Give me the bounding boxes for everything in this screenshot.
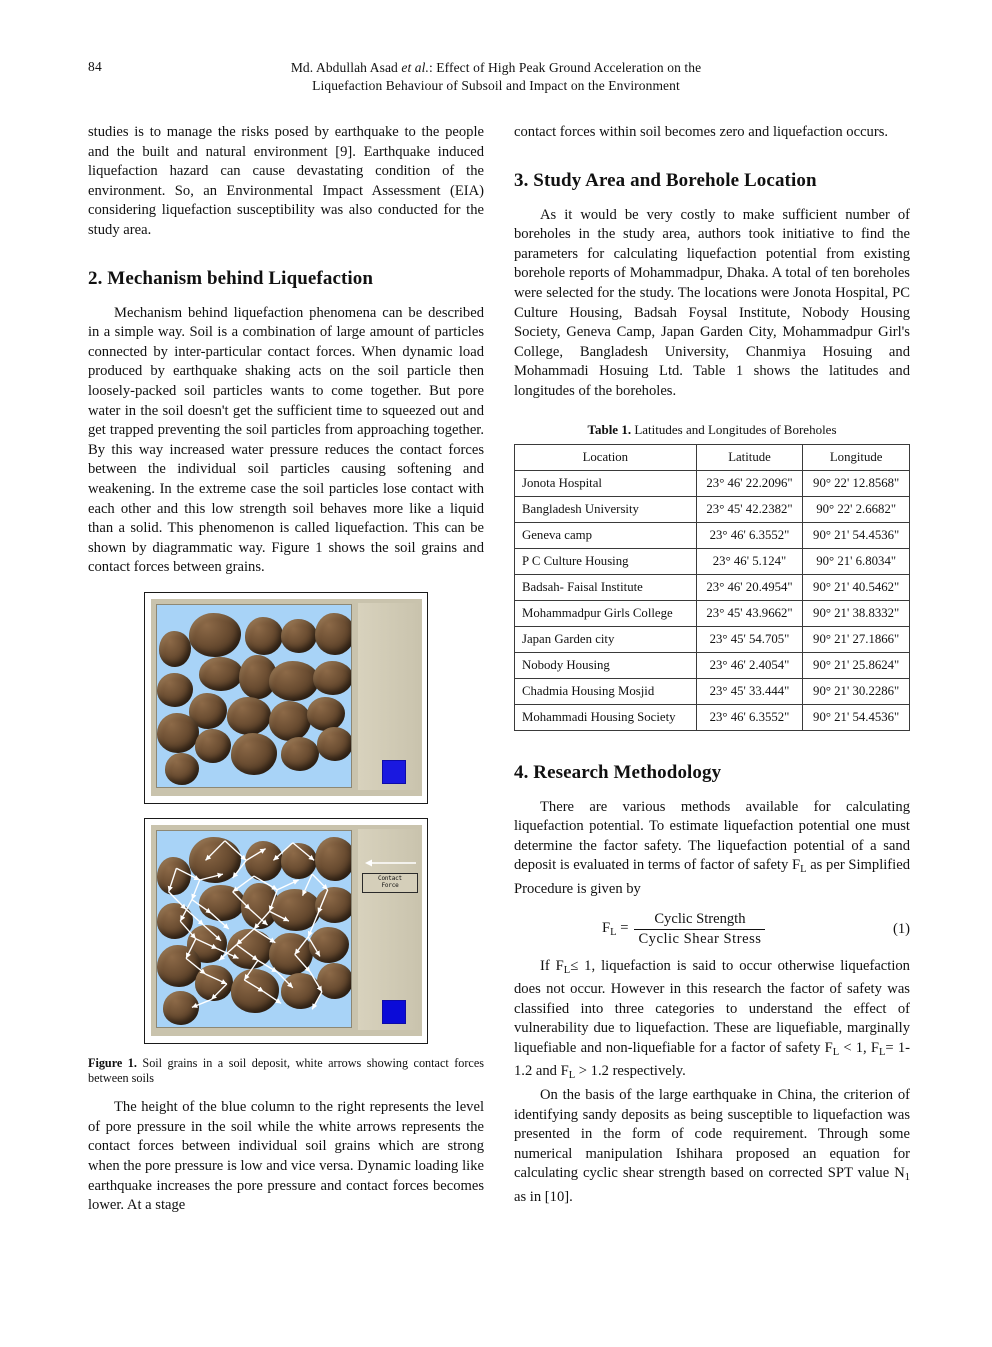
page-number: 84 — [88, 59, 102, 74]
section-heading-4: 4. Research Methodology — [514, 761, 722, 783]
left-continued-paragraph: studies is to manage the risks posed by earthquake to the people and the built and natural environment [9]. Earthquake induced liquefaction hazard can cause devastating condition of the environment. So, an Environmental Impact Assessment (EIA) considering liquefaction susceptibility was also conducted for the study area. — [88, 124, 484, 238]
last-paragraph-tail: as in [10]. — [514, 1189, 573, 1206]
fos-sub-3: L — [879, 1046, 886, 1058]
cell-latitude: 23° 45' 33.444" — [696, 678, 803, 704]
soil-grain — [165, 753, 199, 785]
cell-location: Nobody Housing — [515, 652, 697, 678]
running-head — [88, 55, 904, 101]
table-row — [515, 574, 910, 600]
table-row — [515, 626, 910, 652]
fos-sub-2: L — [832, 1046, 840, 1058]
fos-text-2: ≤ 1, liquefaction is said to occur otherwise liquefaction does not occur. However in this research the factor of safety was classified into three categories to understand the effect of vulnerability due to liquefaction. These are liquefiable, marginally liquefiable and non-liquefiable for a factor of safety F — [514, 957, 910, 1056]
cell-latitude: 23° 45' 43.9662" — [696, 600, 803, 626]
table-row — [515, 600, 910, 626]
soil-grain — [281, 619, 317, 653]
cell-longitude: 90° 21' 30.2286" — [803, 678, 910, 704]
table-header-row — [515, 444, 910, 470]
cell-longitude: 90° 21' 38.8332" — [803, 600, 910, 626]
column-header-longitude: Longitude — [803, 444, 910, 470]
cell-location: P C Culture Housing — [515, 548, 697, 574]
figure-1-caption-label: Figure 1. — [88, 1055, 137, 1070]
cell-location: Mohammadpur Girls College — [515, 600, 697, 626]
figure-1-panel-b — [144, 818, 428, 1044]
equation-1 — [514, 911, 910, 948]
cell-longitude: 90° 22' 2.6682" — [803, 496, 910, 522]
table-row — [515, 522, 910, 548]
soil-grain — [315, 613, 352, 655]
cell-location: Badsah- Faisal Institute — [515, 574, 697, 600]
equation-lhs — [602, 920, 628, 938]
last-paragraph-text: On the basis of the large earthquake in China, the criterion of identifying sandy deposits as being susceptible to liquefaction was presented in the form of code requirement. Through some numerical manipulation Ishihara proposed an equation for calculating cyclic shear strength based on corrected SPT value N — [514, 1087, 910, 1182]
table-row — [515, 652, 910, 678]
running-head-title-part: : Effect of High Peak Ground Acceleration on the — [428, 60, 702, 75]
equation-denominator: Cyclic Shear Stress — [634, 929, 765, 948]
soil-grain — [189, 613, 241, 657]
soil-grain — [307, 697, 345, 731]
last-paragraph — [514, 1086, 910, 1208]
running-head-line-1 — [88, 59, 904, 77]
water-pool-b — [156, 830, 352, 1028]
figure-1 — [88, 592, 484, 1086]
soil-grain — [227, 697, 271, 735]
cell-longitude: 90° 21' 54.4536" — [803, 704, 910, 730]
right-column — [514, 123, 910, 1216]
equation-lhs-symbol: F — [602, 920, 611, 936]
equation-number: (1) — [892, 920, 910, 937]
section-4-subscript: L — [800, 864, 807, 876]
cell-location: Mohammadi Housing Society — [515, 704, 697, 730]
cell-latitude: 23° 46' 2.4054" — [696, 652, 803, 678]
right-continued-paragraph: contact forces within soil becomes zero and liquefaction occurs. — [514, 124, 889, 140]
contact-force-label-line-2: Force — [381, 882, 399, 890]
cell-location: Chadmia Housing Mosjid — [515, 678, 697, 704]
cell-latitude: 23° 46' 5.124" — [696, 548, 803, 574]
cell-location: Japan Garden city — [515, 626, 697, 652]
soil-grain — [317, 727, 352, 761]
equation-lhs-subscript: L — [610, 927, 617, 938]
figure-1-caption — [88, 1056, 484, 1086]
section-4-paragraph — [514, 798, 910, 900]
equation-fraction — [634, 911, 765, 948]
cell-latitude: 23° 46' 20.4954" — [696, 574, 803, 600]
section-4-text-tail: as per Simplified Procedure is given by — [514, 857, 910, 897]
table-row — [515, 548, 910, 574]
cell-latitude: 23° 45' 54.705" — [696, 626, 803, 652]
contact-force-arrows — [157, 831, 351, 1027]
pore-pressure-column-a — [382, 760, 406, 784]
column-header-latitude: Latitude — [696, 444, 803, 470]
equation-numerator: Cyclic Strength — [654, 910, 746, 927]
soil-grain — [269, 701, 311, 741]
cell-location: Geneva camp — [515, 522, 697, 548]
soil-grain — [195, 729, 231, 763]
table-1-caption-label: Table 1. — [587, 421, 632, 437]
section-heading-3: 3. Study Area and Borehole Location — [514, 169, 817, 191]
cell-longitude: 90° 21' 54.4536" — [803, 522, 910, 548]
fos-sub-4: L — [568, 1070, 576, 1082]
cell-latitude: 23° 45' 42.2382" — [696, 496, 803, 522]
figure-1-panel-a — [144, 592, 428, 804]
cell-longitude: 90° 21' 6.8034" — [803, 548, 910, 574]
running-head-line-2: Liquefaction Behaviour of Subsoil and Impact on the Environment — [312, 78, 680, 93]
cell-longitude: 90° 22' 12.8568" — [803, 470, 910, 496]
soil-grain — [245, 617, 283, 655]
table-1-caption — [514, 422, 910, 438]
table-row — [515, 496, 910, 522]
table-row — [515, 470, 910, 496]
soil-deposit-scene-b — [151, 825, 422, 1036]
cell-location: Jonota Hospital — [515, 470, 697, 496]
fos-text-4: = 1-1.2 and F — [514, 1039, 910, 1080]
table-row — [515, 678, 910, 704]
contact-force-legend-label — [362, 873, 418, 893]
soil-grain — [157, 713, 199, 753]
cell-latitude: 23° 46' 6.3552" — [696, 704, 803, 730]
section-4-text: There are various methods available for calculating liquefaction potential. To estimate liquefaction potential one must determine the factor safety. The liquefaction potential of a sand deposit is evaluated in terms of factor of safety F — [514, 798, 910, 874]
pore-pressure-column-b — [382, 1000, 406, 1024]
section-2-paragraph: Mechanism behind liquefaction phenomena can be described in a simple way. Soil is a combination of large amount of particles connected by inter-particular contact forces. When dynamic load produced by earthquake shaking acts on the soil particle then loosely-packed soil particles wants to come together. But pore water in the soil doesn't get the sufficient time to squeezed out and get trapped preventing the soil particles from approaching together. By this way increased water pressure reduces the contact forces between the individual soil particles causing softening and weakening. In the extreme case the soil particles lose contact with each other and this low strength soil behaves more like a liquid than a solid. This phenomenon is called liquefaction. This can be shown by diagrammatic way. Figure 1 shows the soil grains and contact forces between grains. — [88, 304, 484, 576]
equation-equals-sign: = — [616, 920, 629, 936]
soil-deposit-scene-a — [151, 599, 422, 796]
paragraph-after-equation — [514, 957, 910, 1087]
table-1-caption-text: Latitudes and Longitudes of Boreholes — [631, 421, 837, 437]
soil-grain — [199, 657, 243, 691]
fos-text-5: > 1.2 respectively. — [575, 1063, 686, 1080]
soil-grain — [281, 737, 319, 771]
left-column — [88, 123, 484, 1216]
water-pool-a — [156, 604, 352, 788]
cell-latitude: 23° 46' 22.2096" — [696, 470, 803, 496]
cell-longitude: 90° 21' 25.8624" — [803, 652, 910, 678]
two-column-layout — [88, 123, 910, 1216]
after-figure-paragraph: The height of the blue column to the right represents the level of pore pressure in the soil while the white arrows represents the contact forces between individual soil grains which are strong when the pore pressure is low and vice versa. Dynamic loading like earthquake increases the pore pressure and contact forces becomes lower. At a stage — [88, 1099, 484, 1214]
running-head-etal: et al. — [401, 60, 429, 75]
cell-longitude: 90° 21' 40.5462" — [803, 574, 910, 600]
fos-text-1: If F — [540, 957, 564, 974]
soil-grain — [231, 733, 277, 775]
section-3-paragraph: As it would be very costly to make sufficient number of boreholes in the study area, authors took initiative to find the parameters for calculating liquefaction potential from existing borehole reports of Mohammadpur, Dhaka. A total of ten boreholes were selected for the study. The locations were Jonota Hospital, PC Culture Housing, Badsah Foysal Institute, Nobody Housing Society, Geneva Camp, Japan Garden City, Mohammadpur Girl's College, Bangladesh University, Chanmiya Hosuing and Mohammadi Hosuing Ltd. Table 1 shows the latitudes and longitudes of the boreholes. — [514, 206, 910, 399]
fos-sub-1: L — [563, 964, 571, 976]
spt-subscript: 1 — [904, 1172, 910, 1184]
cell-longitude: 90° 21' 27.1866" — [803, 626, 910, 652]
soil-grain — [313, 661, 352, 695]
cell-latitude: 23° 46' 6.3552" — [696, 522, 803, 548]
soil-grain — [159, 631, 191, 667]
contact-force-legend-arrow — [364, 858, 418, 868]
table-row — [515, 704, 910, 730]
column-header-location: Location — [515, 444, 697, 470]
section-heading-2: 2. Mechanism behind Liquefaction — [88, 267, 374, 289]
soil-grain — [157, 673, 193, 707]
contact-force-label-line-1: Contact — [378, 874, 402, 882]
fos-text-3: < 1, F — [839, 1039, 879, 1056]
figure-1-caption-text: Soil grains in a soil deposit, white arrows showing contact forces between soils — [88, 1055, 484, 1086]
soil-grain — [269, 661, 319, 701]
running-head-authors: Md. Abdullah Asad — [290, 60, 402, 75]
cell-location: Bangladesh University — [515, 496, 697, 522]
borehole-coordinates-table — [514, 444, 910, 731]
